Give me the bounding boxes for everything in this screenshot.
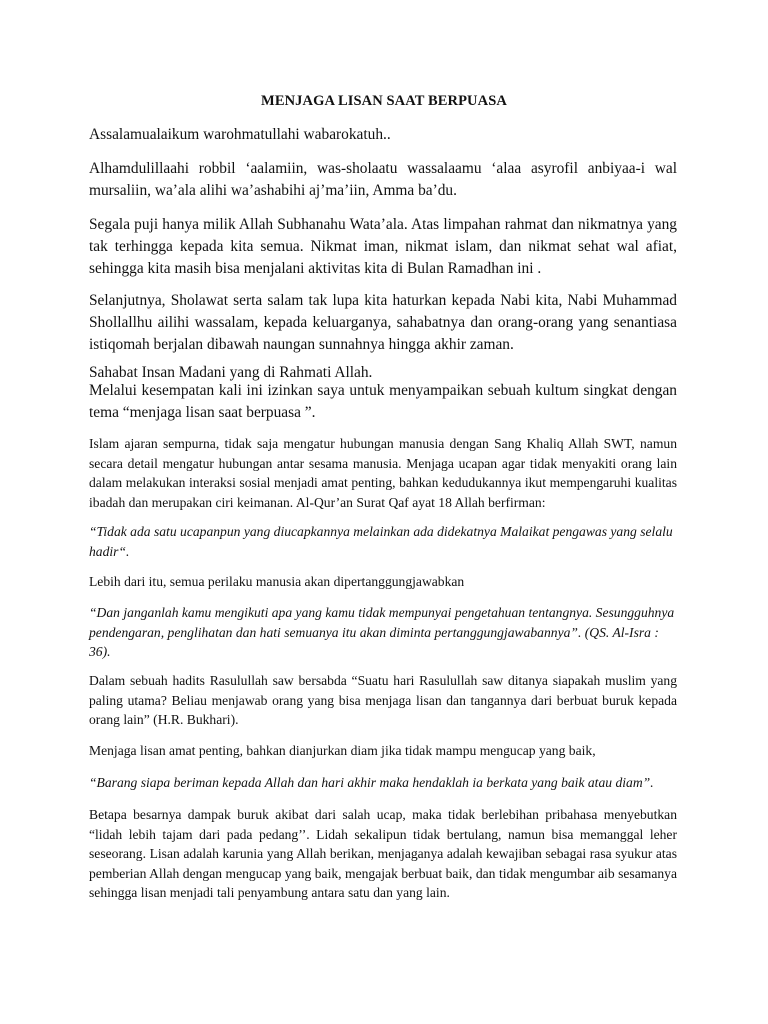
accountability-paragraph: Lebih dari itu, semua perilaku manusia akan dipertanggungjawabkan <box>89 574 465 589</box>
hadith-paragraph: Dalam sebuah hadits Rasulullah saw bersabda “Suatu hari Rasulullah saw ditanya siapakah muslim yang paling utama? Beliau menjawab orang yang bisa menjaga lisan dan tangannya dari berbuat buruk kepada orang lain” (H.R. Bukhari). <box>89 673 677 727</box>
document-title: MENJAGA LISAN SAAT BERPUASA <box>261 93 507 109</box>
hadith-speak-good-quote: “Barang siapa beriman kepada Allah dan hari akhir maka hendaklah ia berkata yang baik atau diam”. <box>89 775 654 790</box>
sholawat-paragraph: Selanjutnya, Sholawat serta salam tak lupa kita haturkan kepada Nabi kita, Nabi Muhammad Shollallhu ailihi wassalam, kepada keluarganya, sahabatnya dan orang-orang yang senantiasa istiqomah berjalan dibawah naungan sunnahnya hingga akhir zaman. <box>89 292 677 353</box>
quran-qaf-quote: “Tidak ada satu ucapanpun yang diucapkannya melainkan ada didekatnya Malaikat pengawas yang selalu hadir“. <box>89 524 673 559</box>
tongue-proverb-paragraph: Betapa besarnya dampak buruk akibat dari salah ucap, maka tidak berlebihan pribahasa menyebutkan “lidah lebih tajam dari pada pedang’’. Lidah sekalipun tidak bertulang, namun bisa memanggal leher seseorang. Lisan adalah karunia yang Allah berikan, menjaganya adalah kewajiban sebagai rasa syukur atas pemberian Allah dengan mengucap yang baik, mengajak berbuat baik, dan tidak mengumbar aib sesamanya sehingga lisan menjadi tali penyambung antara satu dan yang lain. <box>89 807 677 900</box>
opening-praise-paragraph: Alhamdulillaahi robbil ‘aalamiin, was-sholaatu wassalaamu ‘alaa asyrofil anbiyaa-i wal mursaliin, wa’ala alihi wa’ashabihi aj’ma’iin, Amma ba’du. <box>89 160 677 199</box>
topic-introduction-paragraph: Melalui kesempatan kali ini izinkan saya untuk menyampaikan sebuah kultum singkat dengan tema “menjaga lisan saat berpuasa ”. <box>89 382 677 421</box>
greeting-paragraph: Assalamualaikum warohmatullahi wabarokatuh.. <box>89 126 391 143</box>
silence-advice-paragraph: Menjaga lisan amat penting, bahkan dianjurkan diam jika tidak mampu mengucap yang baik, <box>89 743 596 758</box>
islam-teaching-paragraph: Islam ajaran sempurna, tidak saja mengatur hubungan manusia dengan Sang Khaliq Allah SWT, namun secara detail mengatur hubungan antar sesama manusia. Menjaga ucapan agar tidak menyakiti orang lain dalam melakukan interaksi sosial menjadi amat penting, bahkan kedudukannya ikut mempengaruhi kualitas ibadah dan merupakan ciri keimanan. Al-Qur’an Surat Qaf ayat 18 Allah berfirman: <box>89 436 677 510</box>
gratitude-paragraph: Segala puji hanya milik Allah Subhanahu Wata’ala. Atas limpahan rahmat dan nikmatnya yang tak terhingga kepada kita semua. Nikmat iman, nikmat islam, dan nikmat sehat wal afiat, sehingga kita masih bisa menjalani aktivitas kita di Bulan Ramadhan ini . <box>89 216 677 277</box>
quran-isra-quote: “Dan janganlah kamu mengikuti apa yang kamu tidak mempunyai pengetahuan tentangnya. Sesungguhnya pendengaran, penglihatan dan hati semuanya itu akan diminta pertanggungjawabannya”. (QS. Al-Isra : 36). <box>89 605 675 659</box>
audience-address-line: Sahabat Insan Madani yang di Rahmati Allah. <box>89 364 373 381</box>
